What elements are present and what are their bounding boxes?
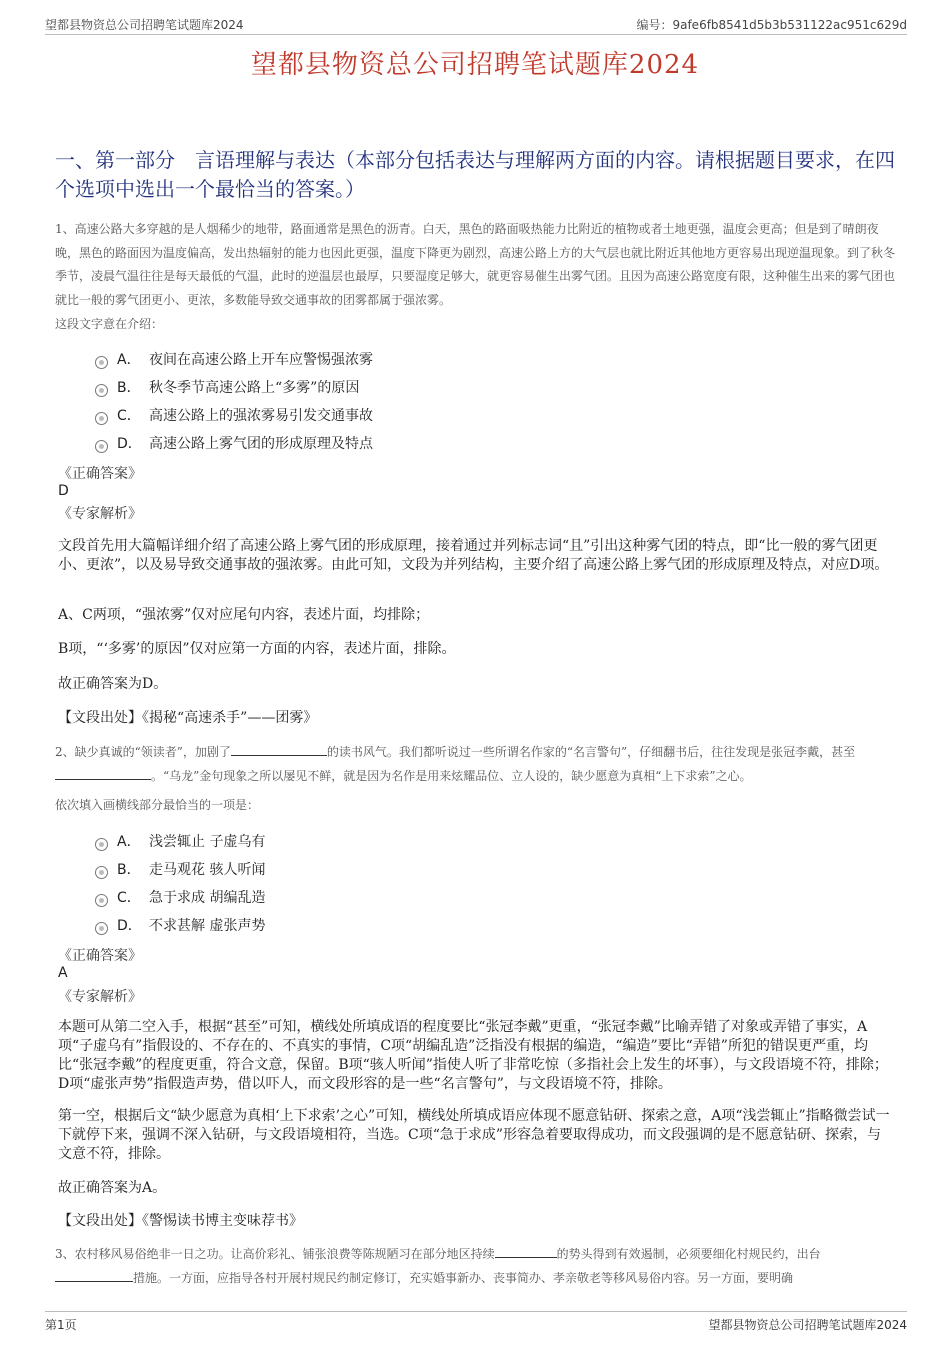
radio-icon[interactable] [95, 356, 108, 369]
radio-icon[interactable] [95, 384, 108, 397]
q2-answer-label: 《正确答案》 [58, 948, 142, 964]
blank-1 [231, 743, 327, 756]
page-footer [45, 1311, 907, 1334]
q2-source: 【文段出处】《警惕读书博主变味荐书》 [58, 1213, 303, 1229]
document-title: 望都县物资总公司招聘笔试题库2024 [250, 50, 700, 80]
radio-icon[interactable] [95, 866, 108, 879]
q2-option-c[interactable]: C． 急于求成 胡编乱造 [95, 887, 265, 907]
question-1-prompt: 这段文字意在介绍： [55, 317, 164, 331]
radio-icon[interactable] [95, 412, 108, 425]
q1-option-a[interactable]: A． 夜间在高速公路上开车应警惕强浓雾 [95, 349, 373, 369]
q2-analysis-para-2: 第一空，根据后文“缺少愿意为真相‘上下求索’之心”可知，横线处所填成语应体现不愿意钻研、探索之意，A项“浅尝辄止”指略微尝试一下就停下来，强调不深入钻研，与文段语境相符，当选。C项“急于求成”形容急着要取得成功，而文段强调的是不愿意钻研、探索，与文意不符，排除。 [58, 1108, 890, 1162]
q1-analysis-para-2: A、C两项，“强浓雾”仅对应尾句内容，表述片面，均排除； [58, 607, 430, 623]
q2-analysis-para-3: 故正确答案为A。 [58, 1180, 167, 1196]
q1-analysis-para-4: 故正确答案为D。 [58, 676, 168, 692]
q1-answer: D [58, 483, 69, 499]
q2-option-d[interactable]: D． 不求甚解 虚张声势 [95, 915, 265, 935]
radio-icon[interactable] [95, 838, 108, 851]
q1-source: 【文段出处】《揭秘“高速杀手”——团雾》 [58, 710, 318, 726]
question-2-text: 2、缺少真诚的“领读者”，加剧了 的读书风气。我们都听说过一些所谓名作家的“名言警句”，仔细翻书后，往往发现是张冠李戴，甚至。“乌龙”金句现象之所以屡见不鲜，就是因为名作是用来炫耀品位、立人设的，缺少愿意为真相“上下求索”之心。 [55, 745, 856, 783]
q1-option-d[interactable]: D． 高速公路上雾气团的形成原理及特点 [95, 433, 373, 453]
page-header [45, 14, 907, 35]
radio-icon[interactable] [95, 894, 108, 907]
q1-analysis-label: 《专家解析》 [58, 506, 142, 522]
question-1-text: 1、高速公路大多穿越的是人烟稀少的地带，路面通常是黑色的沥青。白天，黑色的路面吸热能力比附近的植物或者土地更强，温度会更高；但是到了晴朗夜晚，黑色的路面因为温度偏高，发出热辐射的能力也因此更强，温度下降更为剧烈，高速公路上方的大气层也就比附近其他地方更容易出现逆温现象。到了秋冬季节，凌晨气温往往是每天最低的气温，此时的逆温层也最厚，只要湿度足够大，就更容易催生出雾气团。且因为高速公路宽度有限，这种催生出来的雾气团也就比一般的雾气团更小、更浓，多数能导致交通事故的团雾都属于强浓雾。 [55, 222, 896, 307]
q1-analysis-para-1: 文段首先用大篇幅详细介绍了高速公路上雾气团的形成原理，接着通过并列标志词“且”引出这种雾气团的特点，即“比一般的雾气团更小、更浓”，以及易导致交通事故的强浓雾。由此可知，文段为并列结构，主要介绍了高速公路上雾气团的形成原理及特点，对应D项。 [58, 538, 889, 573]
q1-analysis-para-3: B项，“‘多雾’的原因”仅对应第一方面的内容，表述片面，排除。 [58, 641, 456, 657]
q2-answer: A [58, 965, 68, 981]
q1-option-c[interactable]: C． 高速公路上的强浓雾易引发交通事故 [95, 405, 373, 425]
radio-icon[interactable] [95, 922, 108, 935]
header-doc-id: 编号：9afe6fb8541d5b3b531122ac951c629d [636, 18, 907, 32]
q2-analysis-label: 《专家解析》 [58, 989, 142, 1005]
q2-option-a[interactable]: A． 浅尝辄止 子虚乌有 [95, 831, 265, 851]
blank-1 [495, 1245, 557, 1258]
q1-answer-label: 《正确答案》 [58, 466, 142, 482]
page-number: 第1页 [45, 1318, 77, 1332]
blank-2 [55, 767, 151, 780]
blank-2 [55, 1269, 133, 1282]
radio-icon[interactable] [95, 440, 108, 453]
header-doc-name: 望都县物资总公司招聘笔试题库2024 [45, 18, 244, 32]
question-2-prompt: 依次填入画横线部分最恰当的一项是： [55, 798, 260, 812]
section-heading: 一、第一部分 言语理解与表达（本部分包括表达与理解两方面的内容。请根据题目要求，在四个选项中选出一个最恰当的答案。） [55, 148, 895, 201]
footer-doc-name: 望都县物资总公司招聘笔试题库2024 [708, 1318, 907, 1332]
q2-analysis-para-1: 本题可从第二空入手，根据“甚至”可知，横线处所填成语的程度要比“张冠李戴”更重，“张冠李戴”比喻弄错了对象或弄错了事实，A项“子虚乌有”指假设的、不存在的、不真实的事情，C项“胡编乱造”泛指没有根据的编造，“编造”要比“弄错”所犯的错误更严重，均比“张冠李戴”的程度更重，符合文意，保留。B项“骇人听闻”指使人听了非常吃惊（多指社会上发生的坏事），与文段语境不符，排除；D项“虚张声势”指假造声势，借以吓人，而文段形容的是一些“名言警句”，与文段语境不符，排除。 [58, 1019, 888, 1092]
q2-option-b[interactable]: B． 走马观花 骇人听闻 [95, 859, 265, 879]
question-3-text: 3、农村移风易俗绝非一日之功。让高价彩礼、铺张浪费等陈规陋习在部分地区持续 的势头得到有效遏制，必须要细化村规民约，出台措施。一方面，应指导各村开展村规民约制定修订，充实婚事新办、丧事简办、孝亲敬老等移风易俗内容。另一方面，要明确 [55, 1247, 821, 1285]
q1-option-b[interactable]: B． 秋冬季节高速公路上“多雾”的原因 [95, 377, 359, 397]
